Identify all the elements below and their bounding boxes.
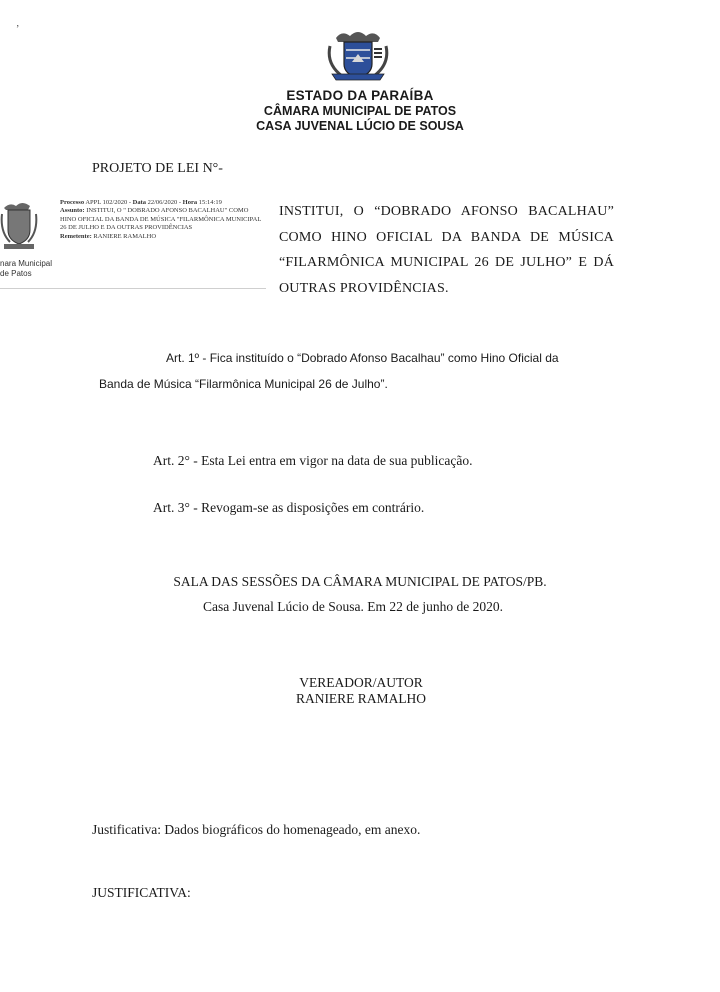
header-house: CASA JUVENAL LÚCIO DE SOUSA	[256, 119, 464, 133]
stamp-remetente-label: Remetente:	[60, 232, 92, 240]
stamp-details	[60, 199, 264, 241]
stamp-data-label: Data	[132, 199, 146, 206]
header-chamber: CÂMARA MUNICIPAL DE PATOS	[263, 104, 457, 118]
place-date: Casa Juvenal Lúcio de Sousa. Em 22 de junho de 2020.	[203, 599, 503, 614]
stamp-processo-value: APPL 102/2020	[85, 199, 128, 206]
coat-of-arms-icon	[322, 28, 394, 84]
stamp-processo-line: Processo APPL 102/2020 - Data 22/06/2020 - Hora 15:14:19	[60, 199, 222, 206]
projeto-title: PROJETO DE LEI N°-	[92, 161, 223, 176]
stamp-organization	[0, 259, 60, 279]
stamp-remetente-line	[60, 233, 264, 241]
article-3: Art. 3° - Revogam-se as disposições em contrário.	[153, 500, 425, 515]
article-1-line-2: Banda de Música “Filarmônica Municipal 26 de Julho”.	[99, 377, 388, 391]
stamp-org-line1: nara Municipal	[0, 259, 53, 268]
author-name: RANIERE RAMALHO	[295, 691, 427, 706]
stamp-remetente-value: RANIERE RAMALHO	[93, 232, 157, 240]
stamp-org-line2: de Patos	[0, 269, 32, 278]
protocol-stamp	[0, 196, 266, 289]
stamp-assunto-label: Assunto:	[60, 207, 85, 215]
stamp-crest-icon	[0, 200, 40, 256]
ementa: INSTITUI, O “DOBRADO AFONSO BACALHAU” COMO HINO OFICIAL DA BANDA DE MÚSICA “FILARMÔNICA MUNICIPAL 26 DE JULHO” E DÁ OUTRAS PROVIDÊNCIAS.	[279, 204, 614, 296]
stamp-hora-value: 15:14:19	[198, 199, 222, 206]
justificativa-note: Justificativa: Dados biográficos do homenageado, em anexo.	[92, 822, 421, 837]
article-1-line-1: Art. 1º - Fica instituído o “Dobrado Afonso Bacalhau” como Hino Oficial da	[166, 351, 559, 365]
author-role: VEREADOR/AUTOR	[299, 675, 423, 690]
article-2: Art. 2° - Esta Lei entra em vigor na data de sua publicação.	[153, 453, 473, 468]
stamp-data-value: 22/06/2020	[147, 199, 178, 206]
header-state: ESTADO DA PARAÍBA	[286, 88, 434, 103]
session-room: SALA DAS SESSÕES DA CÂMARA MUNICIPAL DE PATOS/PB.	[173, 574, 547, 589]
scan-mark: ʼ	[16, 24, 20, 35]
stamp-assunto-line	[60, 207, 264, 232]
stamp-processo-label: Processo	[60, 199, 85, 206]
stamp-assunto-value: INSTITUI, O " DOBRADO AFONSO BACALHAU" COMO HINO OFICIAL DA BANDA DE MÚSICA "FILARMÔNICA MUNICIPAL 26 DE JULHO E DA OUTRAS PROVIDÊNCIAS	[60, 207, 262, 232]
stamp-hora-label: Hora	[182, 199, 198, 206]
justificativa-heading: JUSTIFICATIVA:	[92, 885, 191, 900]
